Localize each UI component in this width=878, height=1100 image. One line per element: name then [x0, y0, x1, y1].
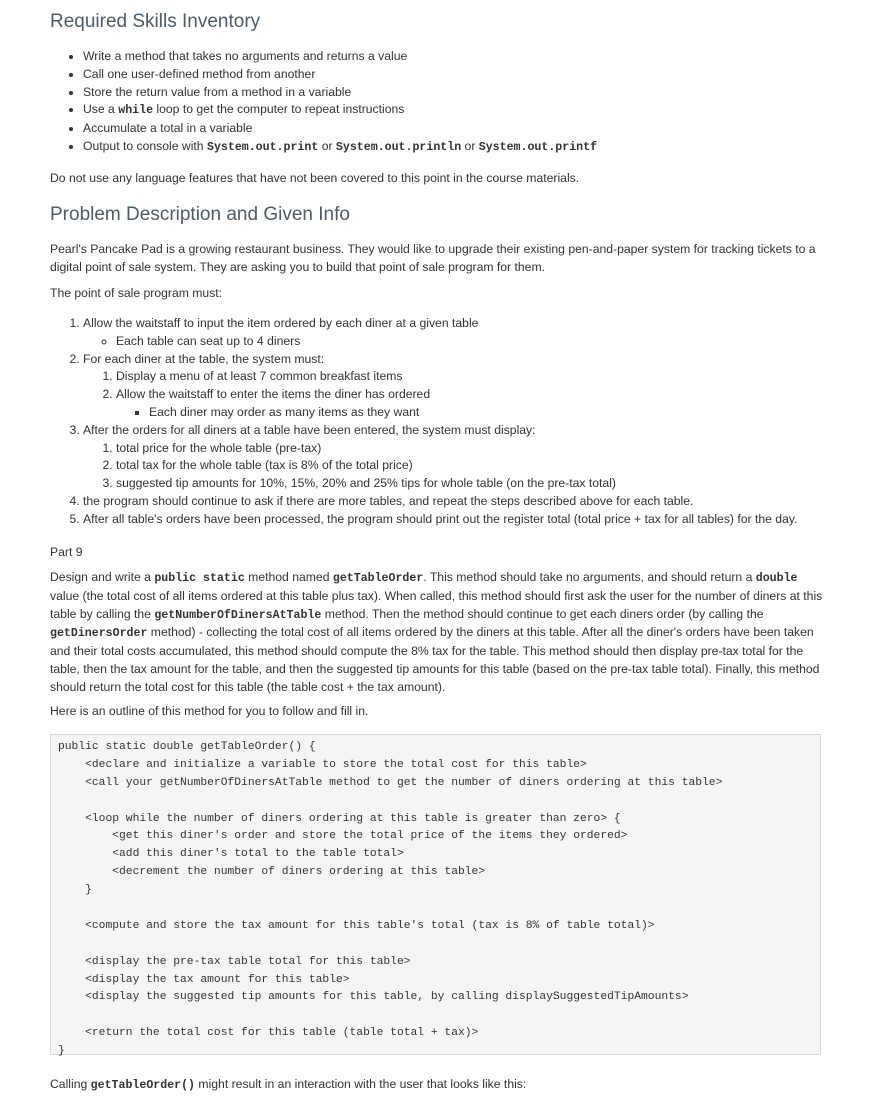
code-line: } — [58, 1045, 65, 1058]
requirement-subitem: 3. suggested tip amounts for 10%, 15%, 20% and 25% tips for whole table (on the pre-tax total) — [116, 475, 863, 493]
requirement-subitem: 1. total price for the whole table (pre-tax) — [116, 440, 863, 458]
skill-item: • Call one user-defined method from another — [83, 66, 823, 84]
requirement-item: 5. After all table's orders have been processed, the program should print out the register total (total price + tax for all tables) for the day. — [83, 511, 863, 529]
part-label: Part 9 — [50, 545, 83, 559]
problem-intro: Pearl's Pancake Pad is a growing restaurant business. They would like to upgrade their existing pen-and-paper system for tracking tickets to a digital point of sale system. They are asking you to build that point of sale program for them. — [50, 242, 816, 274]
code-line: <display the pre-tax table total for this table> — [58, 955, 411, 968]
code-line: <decrement the number of diners ordering at this table> — [58, 866, 486, 879]
requirement-subitem: 2. Allow the waitstaff to enter the items the diner has ordered ▪ Each diner may order as many items as they want — [116, 386, 863, 422]
skill-item: • Write a method that takes no arguments and returns a value — [83, 48, 823, 66]
inline-code: while — [118, 104, 154, 118]
skills-heading: Required Skills Inventory — [50, 11, 261, 32]
skill-item: • Store the return value from a method in a variable — [83, 84, 823, 102]
requirement-subitem: 2. total tax for the whole table (tax is 8% of the total price) — [116, 457, 863, 475]
requirement-item: 2. For each diner at the table, the system must: 1. Display a menu of at least 7 common breakfast items 2. Allow the waitstaff to enter the items the diner has ordered ▪ Each diner may order as many items as they want — [83, 351, 863, 422]
code-line: <call your getNumberOfDinersAtTable method to get the number of diners ordering at this table> — [58, 776, 723, 789]
code-line: <declare and initialize a variable to store the total cost for this table> — [58, 758, 587, 771]
skill-item: • Accumulate a total in a variable — [83, 120, 823, 138]
code-line — [58, 1007, 820, 1025]
code-line: <display the suggested tip amounts for this table, by calling displaySuggestedTipAmounts> — [58, 991, 689, 1004]
requirement-subitem: ▪ Each diner may order as many items as they want — [149, 404, 863, 422]
code-line: <loop while the number of diners ordering at this table is greater than zero> { — [58, 812, 621, 825]
code-line — [58, 936, 820, 954]
requirements-list — [50, 315, 863, 529]
code-line — [58, 900, 820, 918]
restriction-note: Do not use any language features that have not been covered to this point in the course materials. — [50, 171, 580, 185]
code-line: <return the total cost for this table (table total + tax)> — [58, 1027, 479, 1040]
calling-note: Calling getTableOrder() might result in an interaction with the user that looks like this: — [50, 1077, 527, 1092]
code-line: } — [58, 884, 92, 897]
requirement-item: 3. After the orders for all diners at a table have been entered, the system must display: 1. total price for the whole table (pre-tax) 2. total tax for the whole table (tax is 8% of the total price) 3. suggested tip amounts for 10%, 15%, 20% and 25% tips for whole table (on the pre-tax total) — [83, 422, 863, 493]
problem-heading: Problem Description and Given Info — [50, 204, 350, 225]
requirements-lead: The point of sale program must: — [50, 286, 223, 300]
skills-list — [50, 48, 823, 157]
requirement-subitem: 1. Display a menu of at least 7 common breakfast items — [116, 368, 863, 386]
code-line: <get this diner's order and store the total price of the items they ordered> — [58, 830, 628, 843]
skill-item: • Use a while loop to get the computer to repeat instructions — [83, 101, 823, 120]
code-line: <compute and store the tax amount for this table's total (tax is 8% of table total)> — [58, 919, 655, 932]
part-description: Design and write a public static method named getTableOrder. This method should take no arguments, and should return a double value (the total cost of all items ordered at this table plus tax). When called, this method should first ask the user for the number of diners at this table by calling the getNumberOfDinersAtTable method. Then the method should continue to get each diners order (by calling the getDinersOrder method) - collecting the total cost of all items ordered by the diners at this table. After all the diner's orders have been taken and their total costs accumulated, this method should compute the 8% tax for the table. This method should then display pre-tax total for the table, then the tax amount for the table, and then the suggested tip amounts for this table (based on the pre-tax table total). Finally, this method should return the total cost for this table (the table cost + the tax amount). — [50, 570, 823, 694]
requirement-item: 4. the program should continue to ask if there are more tables, and repeat the steps described above for each table. — [83, 493, 863, 511]
code-line: <display the tax amount for this table> — [58, 973, 350, 986]
inline-code: System.out.println — [335, 140, 462, 154]
requirement-item: 1. Allow the waitstaff to input the item ordered by each diner at a given table ◦ Each table can seat up to 4 diners — [83, 315, 863, 351]
code-line — [58, 793, 820, 811]
code-line: public static double getTableOrder() { — [58, 741, 316, 753]
code-line: <add this diner's total to the table total> — [58, 848, 404, 861]
outline-lead: Here is an outline of this method for you to follow and fill in. — [50, 704, 369, 718]
inline-code: System.out.printf — [478, 140, 598, 154]
inline-code: System.out.print — [206, 140, 319, 154]
code-block — [50, 734, 821, 1058]
requirement-subitem: ◦ Each table can seat up to 4 diners — [116, 333, 863, 351]
skill-item: • Output to console with System.out.print or System.out.println or System.out.printf — [83, 138, 823, 157]
